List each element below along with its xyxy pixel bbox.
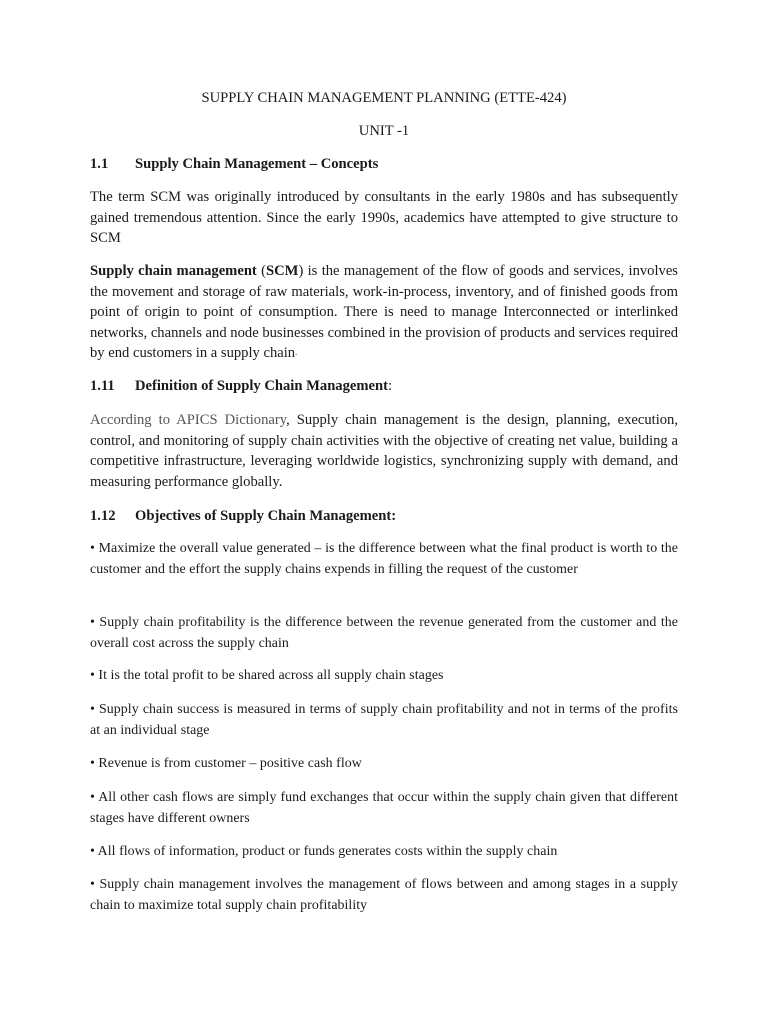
section-heading-1-11 [90,376,690,396]
bullet-item: • Revenue is from customer – positive cash flow [90,756,362,771]
apics-paragraph [90,410,678,492]
section-number: 1.1 [90,156,109,172]
apics-rest: , Supply chain management is the design, planning, execution, control, and monitoring of supply chain activities with the objective of creating net value, building a competitive infrastructure, leveraging worldwide logistics, synchronizing supply with demand, and measuring performance globally. [90,412,678,490]
scm-open: ( [256,263,266,279]
bullet-item: • All flows of information, product or funds generates costs within the supply chain [90,844,558,859]
bullet-item: • It is the total profit to be shared across all supply chain stages [90,668,444,683]
section-title: Objectives of Supply Chain Management: [135,508,397,524]
intro-paragraph: The term SCM was originally introduced by consultants in the early 1980s and has subsequently gained tremendous attention. Since the early 1990s, academics have attempted to give structure to SCM [90,189,678,246]
scm-trail: . [295,348,298,357]
scm-term: Supply chain management [90,263,257,279]
section-heading-1-12 [90,506,690,526]
section-title: Definition of Supply Chain Management [135,378,388,394]
bullet-item: • Supply chain management involves the management of flows between and among stages in a supply chain to maximize total supply chain profitability [90,877,678,913]
bullet-item: • All other cash flows are simply fund exchanges that occur within the supply chain given that different stages have different owners [90,790,678,826]
document-title: SUPPLY CHAIN MANAGEMENT PLANNING (ETTE-424) [201,90,567,106]
section-number: 1.11 [90,378,115,394]
bullet-item: • Maximize the overall value generated – is the difference between what the final product is worth to the customer and the effort the supply chains expends in filling the request of the customer [90,541,678,577]
apics-lead: According to APICS Dictionary [90,412,287,428]
bullet-item: • Supply chain success is measured in terms of supply chain profitability and not in terms of the profits at an individual stage [90,702,678,738]
scm-paragraph [90,261,678,364]
bullet-item: • Supply chain profitability is the difference between the revenue generated from the customer and the overall cost across the supply chain [90,615,678,651]
unit-label: UNIT -1 [358,123,410,139]
scm-rest: ) is the management of the flow of goods and services, involves the movement and storage of raw materials, work-in-process, inventory, and of finished goods from point of origin to point of consumption. There is need to manage Interconnected or interlinked networks, channels and node businesses combined in the provision of products and services required by end customers in a supply chain [90,263,678,361]
section-title: Supply Chain Management – Concepts [135,156,379,172]
section-number: 1.12 [90,508,116,524]
section-colon: : [388,378,393,394]
scm-abbr: SCM [266,263,299,279]
section-heading-1-1 [90,154,690,174]
